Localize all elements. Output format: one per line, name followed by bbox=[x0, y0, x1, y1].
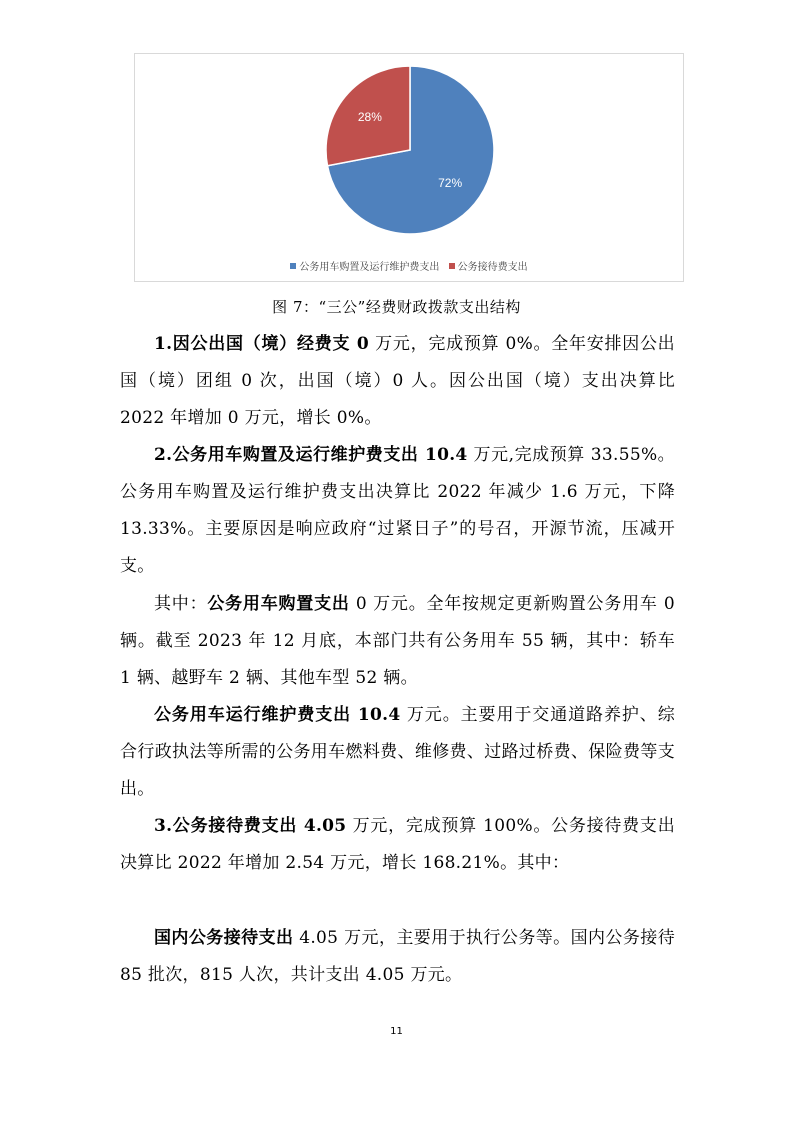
paragraph-reception-expense bbox=[120, 808, 675, 882]
figure-caption: 图 7：“三公”经费财政拨款支出结构 bbox=[272, 298, 521, 316]
legend-swatch-vehicle bbox=[290, 263, 296, 269]
paragraph-heading: 公务用车购置支出 bbox=[207, 594, 350, 614]
paragraph-body: 万元。主要用于交通道路养护、综合行政执法等所需的公务用车燃料费、维修费、过路过桥费、保险费等支出。 bbox=[120, 705, 676, 799]
paragraph-body: 0 万元。全年按规定更新购置公务用车 0 辆。截至 2023 年 12 月底，本部门共有公务用车 55 辆，其中：轿车 1 辆、越野车 2 辆、其他车型 52 辆。 bbox=[120, 594, 675, 688]
legend-label-reception: 公务接待费支出 bbox=[457, 262, 528, 273]
legend-item-vehicle bbox=[290, 258, 439, 273]
paragraph-vehicle-expense bbox=[120, 437, 675, 585]
pie-chart bbox=[134, 53, 684, 282]
paragraph-domestic-reception bbox=[120, 920, 675, 994]
paragraph-prefix: 其中： bbox=[154, 594, 208, 614]
legend-swatch-reception bbox=[449, 263, 455, 269]
paragraph-vehicle-maintenance bbox=[120, 697, 675, 808]
paragraph-heading: 1.因公出国（境）经费支 0 bbox=[154, 334, 369, 354]
paragraph-outbound-travel bbox=[120, 326, 675, 437]
paragraph-body: 万元，完成预算 0%。全年安排因公出国（境）团组 0 次，出国（境）0 人。因公出国（境）支出决算比 2022 年增加 0 万元，增长 0%。 bbox=[120, 334, 675, 428]
paragraph-body: 万元,完成预算 33.55%。公务用车购置及运行维护费支出决算比 2022 年减少 1.6 万元，下降 13.33%。主要原因是响应政府“过紧日子”的号召，开源节流，压减开支。 bbox=[120, 445, 675, 576]
chart-legend bbox=[135, 258, 683, 273]
paragraph-heading: 2.公务用车购置及运行维护费支出 10.4 bbox=[154, 445, 468, 465]
pie-label-vehicle: 72% bbox=[438, 176, 463, 191]
legend-item-reception bbox=[449, 258, 528, 273]
paragraph-body: 4.05 万元，主要用于执行公务等。国内公务接待 85 批次，815 人次，共计支出 4.05 万元。 bbox=[120, 928, 675, 985]
paragraph-heading: 国内公务接待支出 bbox=[154, 928, 294, 948]
pie-label-reception: 28% bbox=[357, 109, 382, 124]
paragraph-body: 万元，完成预算 100%。公务接待费支出决算比 2022 年增加 2.54 万元，增长 168.21%。其中： bbox=[120, 816, 675, 873]
legend-label-vehicle: 公务用车购置及运行维护费支出 bbox=[299, 262, 440, 273]
paragraph-vehicle-purchase bbox=[120, 586, 675, 697]
pie-chart-svg bbox=[135, 54, 685, 254]
paragraph-heading: 公务用车运行维护费支出 10.4 bbox=[154, 705, 401, 725]
paragraph-heading: 3.公务接待费支出 4.05 bbox=[154, 816, 347, 836]
page-number: 11 bbox=[390, 1026, 403, 1037]
